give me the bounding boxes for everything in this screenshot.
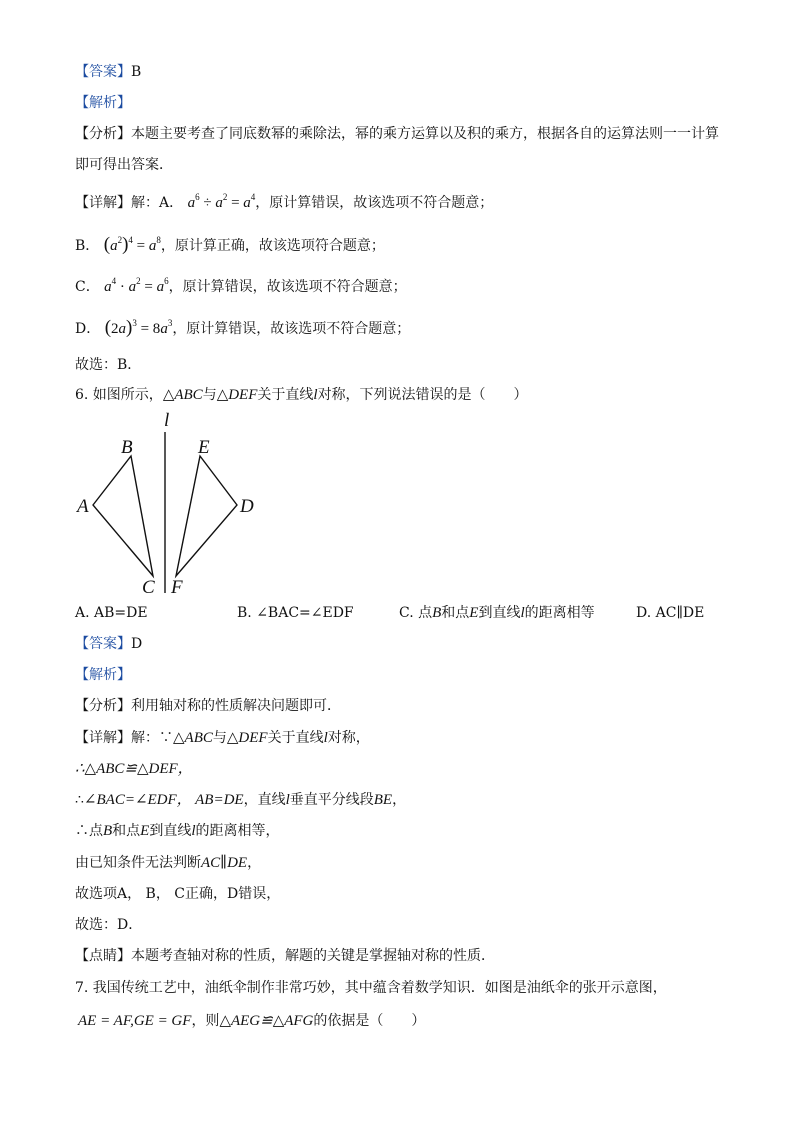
choice-b: B. ∠BAC=∠EDF — [237, 605, 354, 621]
choice-c — [399, 603, 595, 623]
q6-stem-num: 6. 如图所示， — [75, 387, 163, 403]
q5-fenxi-line-1 — [75, 124, 719, 144]
d3-mid2: 垂直平分线段 — [289, 792, 374, 808]
d1-tail: 对称， — [327, 730, 370, 746]
d4-mid2: 到直线 — [149, 823, 192, 839]
triangle-abc-shape — [93, 456, 153, 576]
q6-detail-5 — [75, 853, 261, 873]
formula-d: $(2a)^3 = 8a^3$ — [104, 317, 173, 338]
label-f: F — [171, 577, 183, 598]
detail-a-tail: ，原计算错误，故该选项不符合题意； — [255, 195, 494, 211]
d3-segment-be: BE — [373, 792, 393, 808]
choice-c-point-b: B — [432, 605, 442, 621]
q7-mid: ，则 — [191, 1013, 220, 1029]
choice-a: A. AB=DE — [75, 605, 148, 621]
answer-value: B — [131, 64, 142, 80]
d4-pre: ∴点 — [75, 823, 103, 839]
d1-triangle-abc: △ABC — [173, 730, 213, 746]
fenxi-tag: 【分析】 — [75, 126, 131, 142]
line-l: l — [313, 387, 318, 403]
d3-tail: ， — [392, 792, 407, 808]
d4-point-b: B — [103, 823, 113, 839]
answer-tag: 【答案】 — [75, 64, 131, 80]
dianjing-text: 本题考查轴对称的性质，解题的关键是掌握轴对称的性质． — [131, 948, 495, 964]
q6-stem-tail: 对称，下列说法错误的是（ ） — [317, 387, 528, 403]
q7-tail: 的依据是（ ） — [313, 1013, 426, 1029]
q6-stem-mid: 与 — [202, 387, 217, 403]
b-tail: ，原计算正确，故该选项符合题意； — [160, 238, 385, 254]
q7-stem-1: 7. 我国传统工艺中，油纸伞制作非常巧妙，其中蕴含着数学知识．如图是油纸伞的张开示意图， — [75, 980, 667, 996]
d1-mid2: 关于直线 — [267, 730, 324, 746]
analysis-tag: 【解析】 — [75, 667, 131, 683]
q7-stem-2 — [78, 1011, 425, 1031]
d4-point-e: E — [140, 823, 150, 839]
choice-d: D. AC∥DE — [636, 605, 705, 621]
q6-detail-1 — [75, 728, 370, 748]
q6-conclusion: 故选：D． — [75, 917, 143, 933]
choice-c-tail: 的距离相等 — [524, 605, 595, 621]
fenxi-tag: 【分析】 — [75, 698, 131, 714]
dianjing-tag: 【点睛】 — [75, 948, 131, 964]
d5-tail: ， — [247, 855, 262, 871]
q6-detail-6: 故选项A， B， C正确，D错误， — [75, 886, 281, 902]
q7-formula: AE = AF,GE = GF — [78, 1013, 192, 1029]
q6-stem-mid2: 关于直线 — [257, 387, 314, 403]
label-b: B — [121, 437, 133, 458]
analysis-tag: 【解析】 — [75, 95, 131, 111]
q6-detail-2: ∴△ABC≌△DEF， — [75, 761, 193, 777]
b-prefix: B． — [75, 238, 100, 254]
q5-answer-line — [75, 62, 141, 82]
label-l: l — [164, 410, 170, 431]
triangle-def: △DEF — [216, 387, 258, 403]
q6-detail-3 — [75, 790, 406, 810]
choice-c-line-l: l — [520, 605, 525, 621]
d5-formula: AC∥DE — [201, 855, 248, 871]
d3-line-l: l — [285, 792, 290, 808]
d4-mid: 和点 — [112, 823, 141, 839]
d3-formula: ∠BAC=∠EDF， AB=DE — [83, 792, 244, 808]
d1-pre: 解：∵ — [131, 730, 173, 746]
label-e: E — [198, 437, 210, 458]
q6-answer-line — [75, 634, 142, 654]
q6-fenxi — [75, 696, 341, 716]
label-c: C — [142, 577, 155, 598]
triangle-def-shape — [176, 456, 237, 576]
answer-value: D — [131, 636, 143, 652]
d-tail: ，原计算错误，故该选项不符合题意； — [172, 321, 411, 337]
symmetry-figure — [72, 410, 272, 600]
label-a: A — [77, 496, 89, 517]
d3-pre: ∴ — [75, 792, 84, 808]
label-d: D — [240, 496, 254, 517]
q5-detail-C — [75, 277, 407, 297]
q6-stem — [75, 385, 528, 405]
d-prefix: D． — [75, 321, 101, 337]
choice-c-pre: C. 点 — [399, 605, 433, 621]
formula-b: $(a^2)^4 = a^8$ — [103, 234, 161, 255]
d3-mid: ，直线 — [243, 792, 286, 808]
d1-mid: 与 — [212, 730, 227, 746]
formula-c: $a^4 \cdot a^2 = a^6$ — [104, 276, 169, 295]
choice-c-mid: 和点 — [441, 605, 470, 621]
d4-tail: 的距离相等， — [195, 823, 280, 839]
fenxi-text: 本题主要考查了同底数幂的乘除法，幂的乘方运算以及积的乘方，根据各自的运算法则一一计算 — [131, 126, 719, 142]
c-prefix: C． — [75, 279, 100, 295]
triangle-abc: △ABC — [162, 387, 203, 403]
c-tail: ，原计算错误，故该选项不符合题意； — [168, 279, 407, 295]
q5-detail-D — [75, 318, 410, 339]
q7-congruence: △AEG≌△AFG — [219, 1013, 314, 1029]
choice-c-point-e: E — [469, 605, 479, 621]
d1-line-l: l — [323, 730, 328, 746]
formula-a: $a^6 \div a^2 = a^4$ — [187, 192, 256, 211]
q5-fenxi-line-2: 即可得出答案． — [75, 157, 173, 173]
detail-tag: 【详解】 — [75, 730, 131, 746]
d1-triangle-def: △DEF — [226, 730, 268, 746]
q5-detail-A — [75, 193, 493, 213]
detail-prefix: 解：A． — [131, 195, 184, 211]
q5-detail-B — [75, 235, 385, 256]
fenxi-text: 利用轴对称的性质解决问题即可． — [131, 698, 341, 714]
q6-dianjing — [75, 946, 495, 966]
q5-conclusion: 故选：B． — [75, 357, 142, 373]
d4-line-l: l — [191, 823, 196, 839]
choice-c-mid2: 到直线 — [478, 605, 521, 621]
q6-detail-4 — [75, 821, 280, 841]
answer-tag: 【答案】 — [75, 636, 131, 652]
detail-tag: 【详解】 — [75, 195, 131, 211]
d5-pre: 由已知条件无法判断 — [75, 855, 201, 871]
